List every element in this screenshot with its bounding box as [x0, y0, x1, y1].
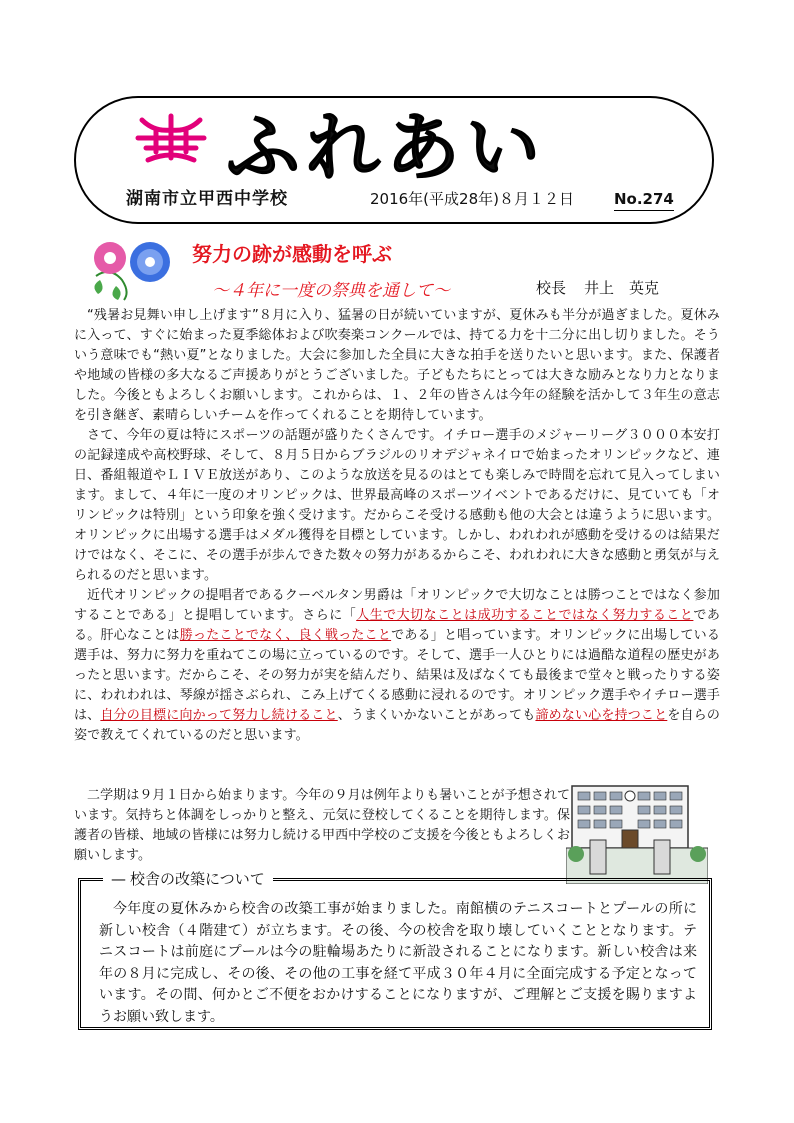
underlined-quote: 勝ったことでなく、良く戦ったこと — [179, 628, 392, 643]
issue-number: No.274 — [614, 188, 674, 211]
school-emblem-icon — [134, 110, 208, 166]
article-headline: 努力の跡が感動を呼ぶ — [192, 242, 392, 266]
article-subheadline: ～４年に一度の祭典を通して～ — [212, 281, 450, 301]
underlined-phrase: 諦めない心を持つこと — [535, 708, 668, 723]
school-name: 湖南市立甲西中学校 — [126, 189, 288, 209]
paragraph-4: 二学期は９月１日から始まります。今年の９月は例年よりも暑いことが予想されています。気持ちと体調をしっかりと整え、元気に登校してくることを期待します。保護者の皆様、地域の皆様には努力し続ける甲西中学校のご支援を今後ともよろしくお願いします。 — [74, 788, 570, 863]
paragraph-3: 近代オリンピックの提唱者であるクーベルタン男爵は「オリンピックで大切なことは勝つことではなく参加することである」と提唱しています。さらに「人生で大切なことは成功することではなく努力することである。肝心なことは勝ったことでなく、良く戦ったことである」と唱っています。オリンピックに出場している選手は、努力に努力を重ねてこの場に立っているのです。そして、選手一人ひとりには過酷な道程の歴史があったと思います。だからこそ、その努力が実を結んだり、結果は及ばなくても最後まで堂々と戦ったりする姿に、われわれは、琴線が揺さぶられ、こみ上げてくる感動に浸れるのです。オリンピック選手やイチロー選手は、自分の目標に向かって努力し続けること、うまくいかないことがあっても諦めない心を持つことを自らの姿で教えてくれているのだと思います。 — [74, 588, 720, 743]
issue-date: 2016年(平成28年)８月１２日 — [370, 190, 574, 208]
school-building-icon — [566, 780, 708, 884]
paragraph-2: さて、今年の夏は特にスポーツの話題が盛りたくさんです。イチロー選手のメジャーリーグ３０００本安打の記録達成や高校野球、そして、８月５日からブラジルのリオデジャネイロで始まったオリンピックなど、連日、番組報道やＬＩＶＥ放送があり、このような放送を見るのはとても楽しみで時間を忘れて見入ってしまいます。まして、４年に一度のオリンピックは、世界最高峰のスポーツイベントであるだけに、見ていても「オリンピックは特別」という印象を強く受けます。だからこそ受ける感動も他の大会とは違うように思います。オリンピックに出場する選手はメダル獲得を目標としています。しかし、われわれが感動を受けるのは結果だけではなく、そこに、その選手が歩んできた数々の努力があるからこそ、われわれに大きな感動と勇気が与えられるのだと思います。 — [74, 428, 720, 583]
masthead — [74, 96, 714, 224]
author-name: 井上 英克 — [584, 279, 660, 297]
notice-title: — 校舎の改築について — [103, 868, 273, 890]
underlined-quote: 人生で大切なことは成功することではなく努力すること — [356, 608, 694, 623]
newsletter-title: ふれあい — [226, 105, 546, 191]
notice-box — [78, 870, 712, 1030]
article-body — [74, 306, 720, 746]
notice-body: 今年度の夏休みから校舎の改築工事が始まりました。南館横のテニスコートとプールの所に新しい校舎（４階建て）が立ちます。その後、今の校舎を取り壊していくこととなります。テニスコートは前庭にプールは今の駐輪場あたりに新設されることになります。新しい校舎は来年の８月に完成し、その後、その他の工事を経て平成３０年４月に全面完成する予定となっています。その間、何かとご不便をおかけすることになりますが、ご理解とご支援を賜りますようお願い致します。 — [99, 901, 697, 1025]
morning-glory-icon — [86, 236, 178, 302]
underlined-phrase: 自分の目標に向かって努力し続けること — [100, 708, 338, 723]
paragraph-1: “残暑お見舞い申し上げます”８月に入り、猛暑の日が続いていますが、夏休みも半分が過ぎました。夏休みに入って、すぐに始まった夏季総体および吹奏楽コンクールでは、持てる力を十二分に出し切りました。そういう意味でも“熱い夏”となりました。大会に参加した全員に大きな拍手を送りたいと思います。また、保護者や地域の皆様の多大なるご声援ありがとうございました。子どもたちにとっては大きな励みとなり力となりました。今後ともよろしくお願いします。これからは、１、２年の皆さんは今年の経験を活かして３年生の意志を引き継ぎ、素晴らしいチームを作ってくれることを期待しています。 — [74, 308, 720, 423]
article-author — [536, 277, 677, 298]
author-title: 校長 — [536, 279, 567, 297]
